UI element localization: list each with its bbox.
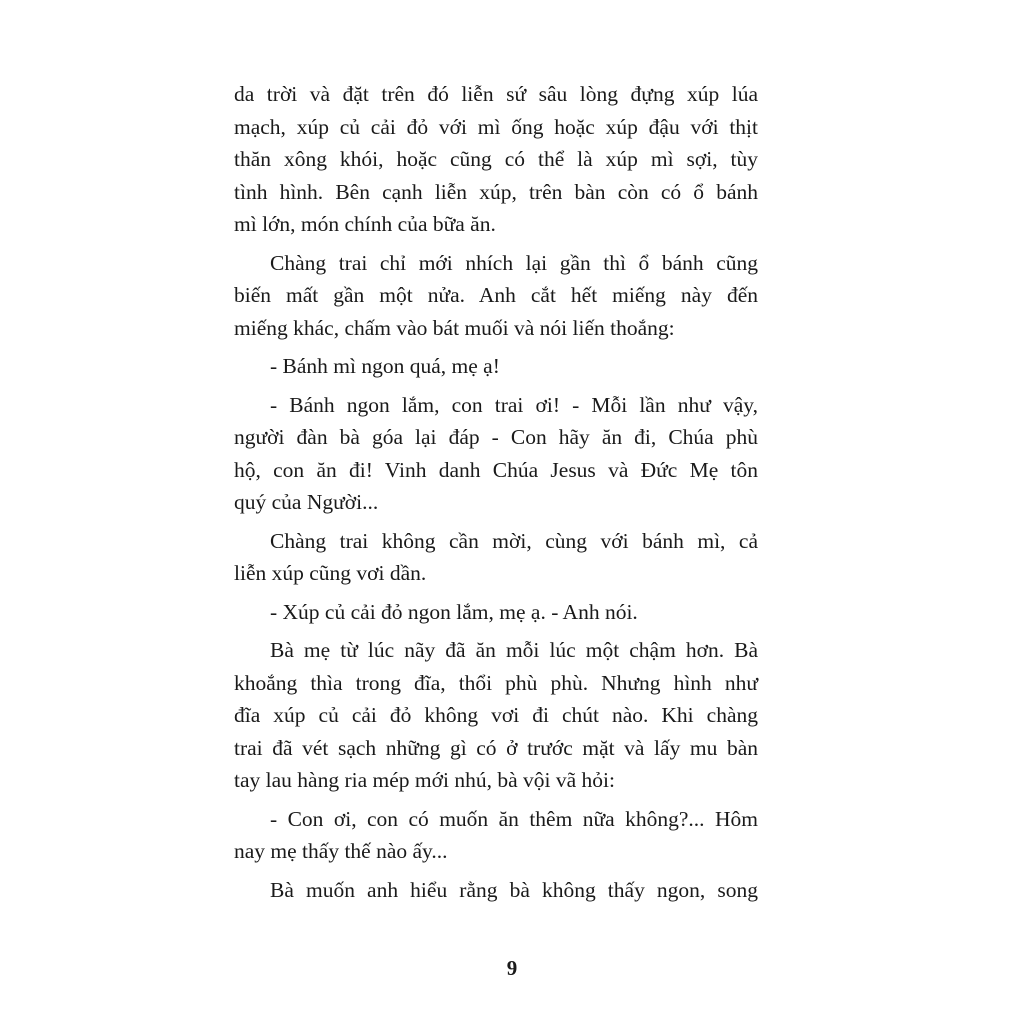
paragraph-4 — [234, 389, 758, 519]
text-line: quý của Người... — [234, 490, 379, 514]
text-line: người đàn bà góa lại đáp - Con hãy ăn đi, Chúa phù — [234, 425, 758, 449]
text-line: trai đã vét sạch những gì có ở trước mặt và lấy mu bàn — [234, 735, 758, 760]
text-line: mạch, xúp củ cải đỏ với mì ống hoặc xúp đậu với thịt — [234, 114, 758, 139]
body-text — [234, 78, 758, 912]
paragraph-5 — [234, 525, 758, 590]
paragraph-1 — [234, 78, 758, 241]
text-line: da trời và đặt trên đó liễn sứ sâu lòng đựng xúp lúa — [234, 82, 758, 106]
text-line: - Bánh mì ngon quá, mẹ ạ! — [270, 354, 500, 378]
text-line: hộ, con ăn đi! Vinh danh Chúa Jesus và Đức Mẹ tôn — [234, 457, 758, 482]
paragraph-3 — [234, 350, 758, 383]
text-line: mì lớn, món chính của bữa ăn. — [234, 212, 496, 236]
text-line: thăn xông khói, hoặc cũng có thể là xúp mì sợi, tùy — [234, 147, 758, 171]
text-line: Chàng trai không cần mời, cùng với bánh mì, cả — [270, 528, 758, 553]
text-line: tay lau hàng ria mép mới nhú, bà vội vã hỏi: — [234, 768, 615, 792]
paragraph-9 — [234, 874, 758, 907]
text-line: - Con ơi, con có muốn ăn thêm nữa không?... Hôm — [270, 806, 758, 831]
page-number: 9 — [506, 956, 518, 980]
paragraph-6 — [234, 596, 758, 629]
paragraph-7 — [234, 634, 758, 797]
text-line: đĩa xúp củ cải đỏ không vơi đi chút nào. Khi chàng — [234, 703, 758, 727]
text-line: liễn xúp cũng vơi dần. — [234, 561, 427, 585]
text-line: khoắng thìa trong đĩa, thổi phù phù. Nhưng hình như — [234, 670, 758, 695]
paragraph-8 — [234, 803, 758, 868]
text-line: Bà mẹ từ lúc nãy đã ăn mỗi lúc một chậm hơn. Bà — [270, 638, 758, 662]
text-line: biến mất gần một nửa. Anh cắt hết miếng này đến — [234, 283, 758, 307]
text-line: Chàng trai chỉ mới nhích lại gần thì ổ bánh cũng — [270, 250, 758, 275]
paragraph-2 — [234, 247, 758, 345]
text-line: miếng khác, chấm vào bát muối và nói liến thoắng: — [234, 315, 675, 340]
text-line: tình hình. Bên cạnh liễn xúp, trên bàn còn có ổ bánh — [234, 179, 758, 204]
text-line: - Xúp củ cải đỏ ngon lắm, mẹ ạ. - Anh nói. — [270, 599, 638, 624]
text-line: Bà muốn anh hiểu rằng bà không thấy ngon, song — [270, 877, 758, 902]
text-line: - Bánh ngon lắm, con trai ơi! - Mỗi lần như vậy, — [270, 392, 758, 417]
text-line: nay mẹ thấy thế nào ấy... — [234, 839, 448, 863]
